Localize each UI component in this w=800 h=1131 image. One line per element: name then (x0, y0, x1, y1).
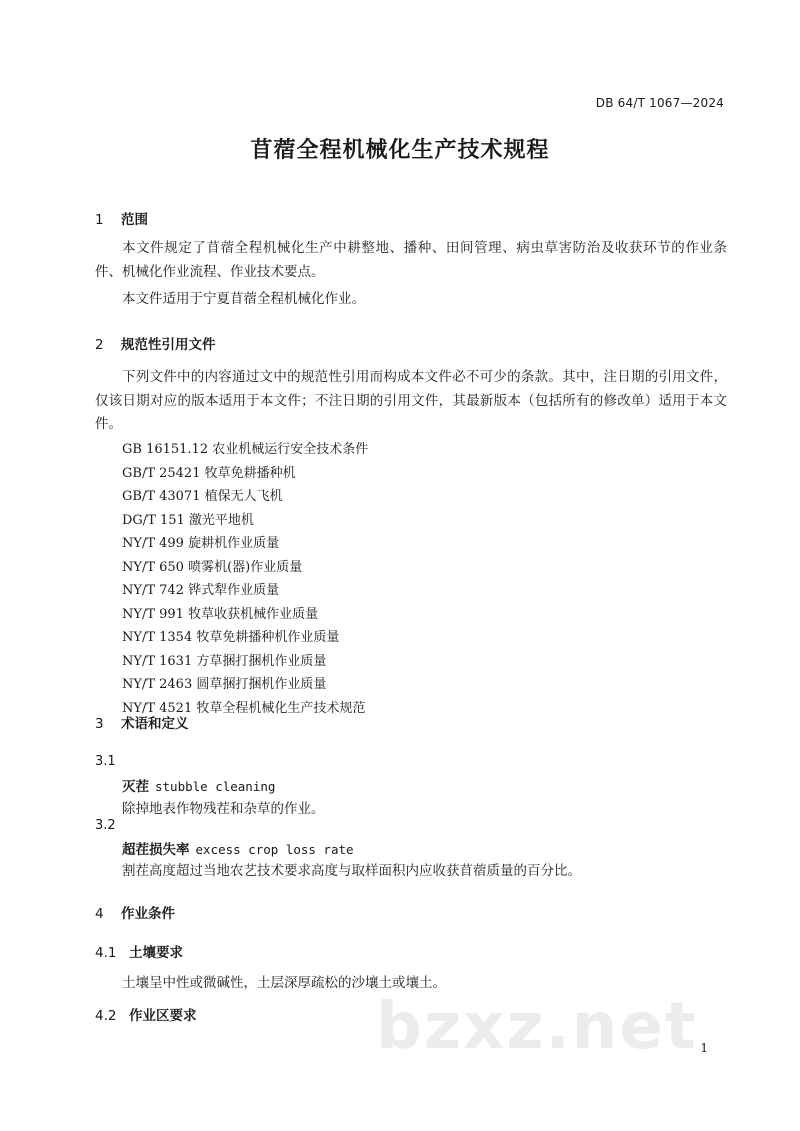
term-english: stubble cleaning (155, 779, 276, 794)
reference-item: NY/T 650 喷雾机(器)作业质量 (122, 559, 303, 575)
section-2-heading (95, 333, 216, 353)
scope-paragraph-1: 本文件规定了苜蓿全程机械化生产中耕整地、播种、田间管理、病虫草害防治及收获环节的作业条件、机械化作业流程、作业技术要点。 (95, 240, 727, 280)
term-chinese: 灭茬 (122, 779, 149, 795)
subsection-4-1-heading (95, 941, 183, 961)
reference-item: NY/T 742 铧式犁作业质量 (122, 583, 280, 598)
reference-item: NY/T 2463 圆草捆打捆机作业质量 (122, 677, 327, 692)
standard-code: DB 64/T 1067—2024 (595, 96, 724, 110)
reference-item: NY/T 1354 牧草免耕播种机作业质量 (122, 630, 340, 645)
term-definition: 除掉地表作物残茬和杂草的作业。 (122, 801, 325, 817)
section-number: 4 (95, 906, 104, 922)
scope-paragraph-2: 本文件适用于宁夏苜蓿全程机械化作业。 (122, 291, 365, 307)
section-4-heading (95, 902, 175, 922)
reference-list (122, 438, 368, 720)
reference-item: GB/T 25421 牧草免耕播种机 (122, 465, 296, 481)
section-title: 术语和定义 (121, 716, 189, 732)
term-chinese: 超茬损失率 (122, 842, 190, 858)
section-number: 2 (95, 337, 104, 353)
page-number: 1 (700, 1041, 708, 1055)
section-title: 规范性引用文件 (121, 337, 216, 353)
reference-item: NY/T 991 牧草收获机械作业质量 (122, 606, 319, 622)
reference-item: GB 16151.12 农业机械运行安全技术条件 (122, 442, 369, 457)
term-english: excess crop loss rate (195, 842, 354, 857)
section-title: 范围 (121, 212, 148, 228)
reference-item: NY/T 4521 牧草全程机械化生产技术规范 (122, 700, 366, 716)
reference-item: GB/T 43071 植保无人飞机 (122, 489, 283, 504)
section-title: 作业条件 (121, 906, 175, 922)
section-number: 3 (95, 716, 104, 732)
watermark: bzxz.net (376, 990, 698, 1064)
subsection-number: 4.2 (95, 1008, 117, 1024)
term-number: 3.2 (95, 818, 116, 833)
subsection-number: 4.1 (95, 945, 117, 961)
section-3-heading (95, 712, 189, 732)
section-1-heading (95, 208, 148, 228)
subsection-4-2-heading (95, 1004, 197, 1024)
term-number: 3.1 (95, 754, 116, 769)
term-heading (122, 775, 275, 795)
reference-item: NY/T 499 旋耕机作业质量 (122, 536, 280, 551)
section-number: 1 (95, 212, 104, 228)
soil-requirement-text: 土壤呈中性或微碱性，土层深厚疏松的沙壤土或壤土。 (122, 975, 446, 991)
references-intro: 下列文件中的内容通过文中的规范性引用而构成本文件必不可少的条款。其中，注日期的引用文件，仅该日期对应的版本适用于本文件；不注日期的引用文件，其最新版本（包括所有的修改单）适用于本文件。 (95, 369, 727, 432)
term-heading (122, 838, 354, 858)
subsection-title: 土壤要求 (129, 945, 183, 961)
term-definition: 割茬高度超过当地农艺技术要求高度与取样面积内应收获苜蓿质量的百分比。 (122, 863, 581, 879)
reference-item: NY/T 1631 方草捆打捆机作业质量 (122, 653, 327, 669)
document-title: 苜蓿全程机械化生产技术规程 (250, 138, 550, 163)
subsection-title: 作业区要求 (129, 1008, 197, 1024)
reference-item: DG/T 151 激光平地机 (122, 512, 254, 528)
